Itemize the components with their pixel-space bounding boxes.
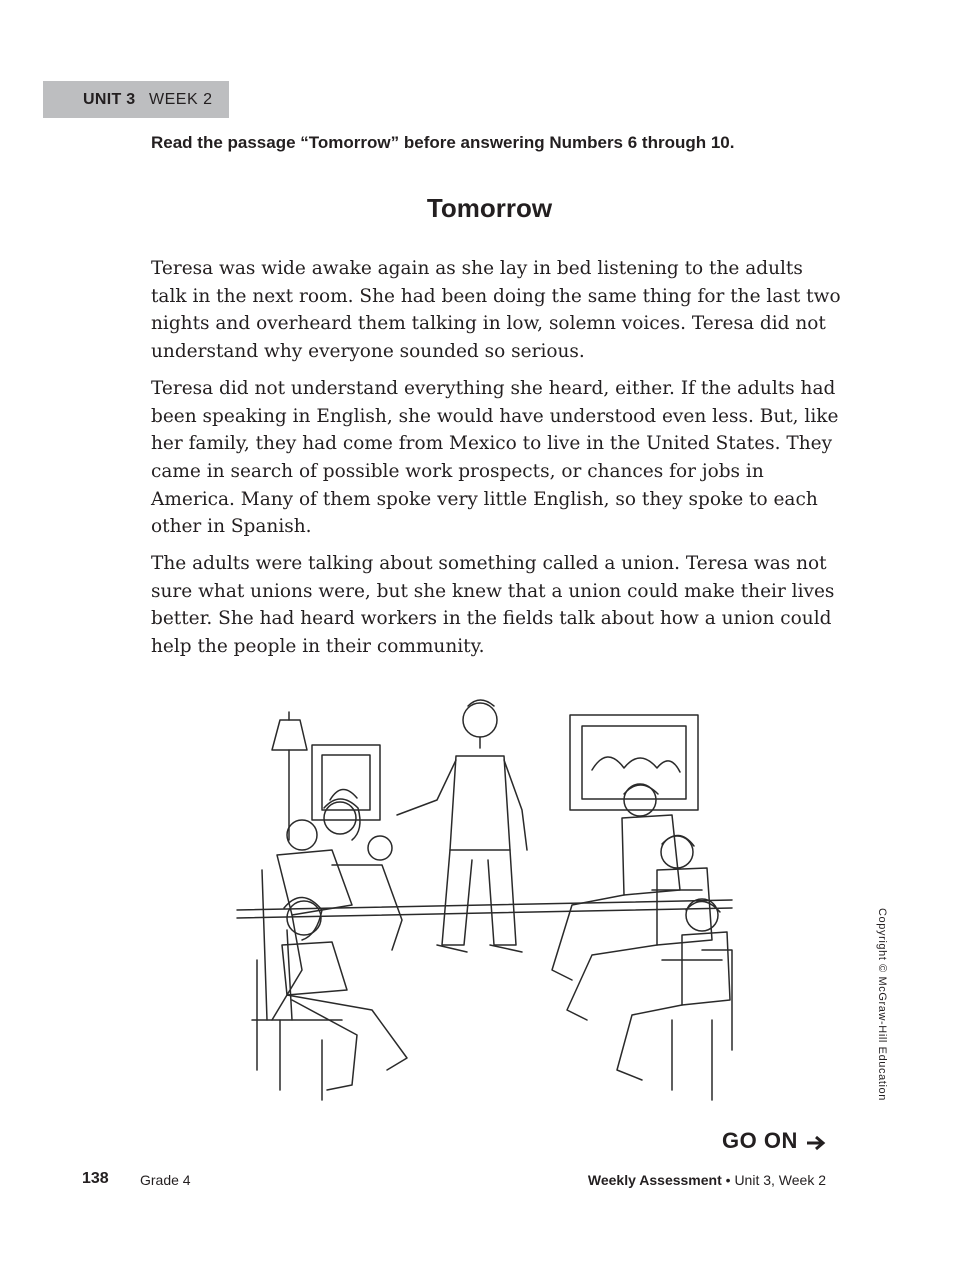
- grade-label: Grade 4: [140, 1172, 191, 1188]
- instruction-text: Read the passage “Tomorrow” before answering Numbers 6 through 10.: [151, 133, 735, 152]
- week-label: WEEK 2: [149, 91, 213, 108]
- assessment-footer: [588, 1172, 826, 1188]
- copyright-text: Copyright © McGraw-Hill Education: [876, 908, 888, 1101]
- passage-title: Tomorrow: [426, 193, 553, 223]
- passage-paragraph: The adults were talking about something called a union. Teresa was not sure what unions were, but she knew that a union could make their lives better. She had heard workers in the fields talk about how a union could help the people in their community.: [151, 553, 835, 658]
- unit-week-footer: Unit 3, Week 2: [734, 1172, 826, 1188]
- unit-label: UNIT 3: [83, 91, 136, 108]
- meeting-illustration: [232, 690, 737, 1110]
- go-on-text: GO ON: [722, 1128, 798, 1153]
- copyright-notice: [876, 908, 896, 1112]
- go-on-prompt: [722, 1128, 798, 1158]
- page-number: 138: [82, 1170, 109, 1187]
- unit-week-tab: [43, 81, 229, 118]
- assessment-label: Weekly Assessment: [587, 1172, 722, 1188]
- arrow-right-icon: [806, 1135, 826, 1151]
- passage-paragraph: Teresa was wide awake again as she lay in bed listening to the adults talk in the next room. She had been doing the same thing for the last two nights and overheard them talking in low, solemn voices. Teresa did not understand why everyone sounded so serious.: [151, 258, 841, 363]
- passage-paragraph: Teresa did not understand everything she heard, either. If the adults had been speaking in English, she would have understood even less. But, like her family, they had come from Mexico to live in the United States. They came in search of possible work prospects, or chances for jobs in America. Many of them spoke very little English, so they spoke to each other in Spanish.: [151, 377, 839, 538]
- footer-separator: •: [725, 1172, 731, 1188]
- passage-body: [151, 255, 841, 670]
